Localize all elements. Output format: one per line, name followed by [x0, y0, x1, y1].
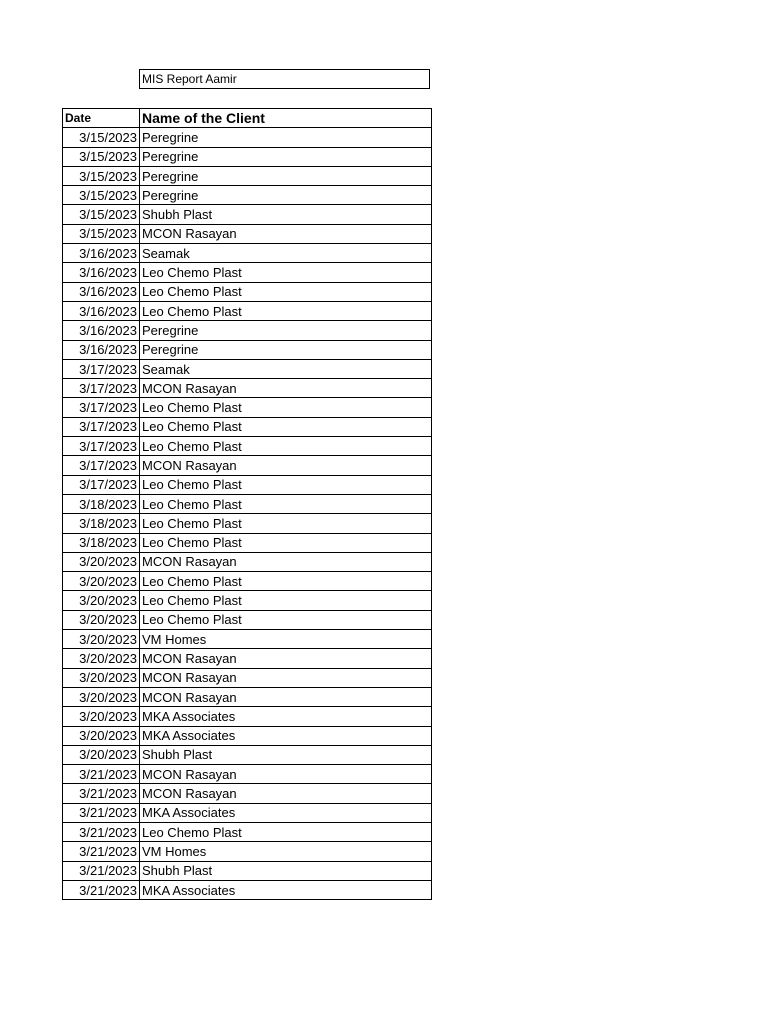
- client-name-cell[interactable]: Leo Chemo Plast: [140, 494, 432, 513]
- table-row: [63, 321, 432, 340]
- client-report-table: [62, 108, 432, 900]
- client-name-cell[interactable]: Seamak: [140, 359, 432, 378]
- table-row: [63, 572, 432, 591]
- client-name-cell[interactable]: Leo Chemo Plast: [140, 437, 432, 456]
- date-cell[interactable]: 3/15/2023: [63, 128, 140, 147]
- client-name-cell[interactable]: Seamak: [140, 244, 432, 263]
- client-name-cell[interactable]: Leo Chemo Plast: [140, 282, 432, 301]
- date-cell[interactable]: 3/20/2023: [63, 552, 140, 571]
- client-name-cell[interactable]: MKA Associates: [140, 803, 432, 822]
- table-row: [63, 359, 432, 378]
- client-name-cell[interactable]: VM Homes: [140, 630, 432, 649]
- date-cell[interactable]: 3/16/2023: [63, 301, 140, 320]
- date-cell[interactable]: 3/15/2023: [63, 224, 140, 243]
- date-cell[interactable]: 3/21/2023: [63, 784, 140, 803]
- table-row: [63, 880, 432, 899]
- table-row: [63, 244, 432, 263]
- date-cell[interactable]: 3/17/2023: [63, 437, 140, 456]
- table-row: [63, 822, 432, 841]
- client-name-cell[interactable]: Peregrine: [140, 321, 432, 340]
- table-row: [63, 282, 432, 301]
- client-name-cell[interactable]: MKA Associates: [140, 707, 432, 726]
- table-row: [63, 861, 432, 880]
- table-row: [63, 205, 432, 224]
- table-row: [63, 610, 432, 629]
- table-row: [63, 437, 432, 456]
- client-name-cell[interactable]: Leo Chemo Plast: [140, 822, 432, 841]
- date-cell[interactable]: 3/21/2023: [63, 822, 140, 841]
- client-name-cell[interactable]: Leo Chemo Plast: [140, 263, 432, 282]
- table-row: [63, 668, 432, 687]
- table-row: [63, 186, 432, 205]
- table-row: [63, 128, 432, 147]
- date-cell[interactable]: 3/17/2023: [63, 456, 140, 475]
- table-row: [63, 784, 432, 803]
- table-row: [63, 745, 432, 764]
- date-cell[interactable]: 3/16/2023: [63, 282, 140, 301]
- table-row: [63, 475, 432, 494]
- table-row: [63, 456, 432, 475]
- table-row: [63, 803, 432, 822]
- date-cell[interactable]: 3/18/2023: [63, 514, 140, 533]
- client-name-cell[interactable]: Leo Chemo Plast: [140, 475, 432, 494]
- date-cell[interactable]: 3/17/2023: [63, 359, 140, 378]
- table-row: [63, 630, 432, 649]
- table-row: [63, 417, 432, 436]
- date-cell[interactable]: 3/20/2023: [63, 649, 140, 668]
- date-cell[interactable]: 3/17/2023: [63, 475, 140, 494]
- date-cell[interactable]: 3/20/2023: [63, 630, 140, 649]
- date-cell[interactable]: 3/21/2023: [63, 880, 140, 899]
- client-name-cell[interactable]: Leo Chemo Plast: [140, 514, 432, 533]
- date-cell[interactable]: 3/17/2023: [63, 379, 140, 398]
- date-cell[interactable]: 3/21/2023: [63, 803, 140, 822]
- client-name-cell[interactable]: Peregrine: [140, 186, 432, 205]
- date-column-header: Date: [63, 109, 140, 128]
- table-row: [63, 301, 432, 320]
- client-name-cell[interactable]: MCON Rasayan: [140, 784, 432, 803]
- table-row: [63, 842, 432, 861]
- date-cell[interactable]: 3/17/2023: [63, 398, 140, 417]
- table-row: [63, 263, 432, 282]
- client-name-cell[interactable]: Leo Chemo Plast: [140, 398, 432, 417]
- client-name-cell[interactable]: Peregrine: [140, 340, 432, 359]
- client-name-cell[interactable]: MCON Rasayan: [140, 552, 432, 571]
- date-cell[interactable]: 3/16/2023: [63, 340, 140, 359]
- table-row: [63, 147, 432, 166]
- report-title: MIS Report Aamir: [139, 69, 430, 89]
- table-row: [63, 166, 432, 185]
- date-cell[interactable]: 3/20/2023: [63, 707, 140, 726]
- date-cell[interactable]: 3/15/2023: [63, 166, 140, 185]
- date-cell[interactable]: 3/15/2023: [63, 186, 140, 205]
- table-row: [63, 726, 432, 745]
- date-cell[interactable]: 3/20/2023: [63, 745, 140, 764]
- client-name-cell[interactable]: MKA Associates: [140, 726, 432, 745]
- client-name-cell[interactable]: Leo Chemo Plast: [140, 301, 432, 320]
- table-row: [63, 514, 432, 533]
- date-cell[interactable]: 3/20/2023: [63, 687, 140, 706]
- client-name-cell[interactable]: MKA Associates: [140, 880, 432, 899]
- client-name-cell[interactable]: Leo Chemo Plast: [140, 417, 432, 436]
- date-cell[interactable]: 3/21/2023: [63, 765, 140, 784]
- client-name-cell[interactable]: MCON Rasayan: [140, 668, 432, 687]
- table-row: [63, 533, 432, 552]
- client-name-cell[interactable]: MCON Rasayan: [140, 687, 432, 706]
- date-cell[interactable]: 3/15/2023: [63, 147, 140, 166]
- client-name-cell[interactable]: MCON Rasayan: [140, 649, 432, 668]
- table-row: [63, 379, 432, 398]
- table-header-row: [63, 109, 432, 128]
- client-name-cell[interactable]: Peregrine: [140, 147, 432, 166]
- table-row: [63, 224, 432, 243]
- table-row: [63, 340, 432, 359]
- client-name-cell[interactable]: Peregrine: [140, 166, 432, 185]
- table-row: [63, 687, 432, 706]
- table-row: [63, 494, 432, 513]
- client-name-cell[interactable]: Leo Chemo Plast: [140, 610, 432, 629]
- date-cell[interactable]: 3/20/2023: [63, 668, 140, 687]
- table-row: [63, 649, 432, 668]
- date-cell[interactable]: 3/16/2023: [63, 244, 140, 263]
- client-name-cell[interactable]: Leo Chemo Plast: [140, 533, 432, 552]
- date-cell[interactable]: 3/21/2023: [63, 842, 140, 861]
- table-body: [63, 128, 432, 900]
- date-cell[interactable]: 3/20/2023: [63, 572, 140, 591]
- table-row: [63, 591, 432, 610]
- client-name-cell[interactable]: MCON Rasayan: [140, 456, 432, 475]
- client-name-cell[interactable]: MCON Rasayan: [140, 379, 432, 398]
- client-name-cell[interactable]: VM Homes: [140, 842, 432, 861]
- client-name-cell[interactable]: Peregrine: [140, 128, 432, 147]
- date-cell[interactable]: 3/20/2023: [63, 726, 140, 745]
- client-name-cell[interactable]: Shubh Plast: [140, 205, 432, 224]
- date-cell[interactable]: 3/18/2023: [63, 533, 140, 552]
- table-row: [63, 398, 432, 417]
- client-name-cell[interactable]: MCON Rasayan: [140, 224, 432, 243]
- client-name-cell[interactable]: Shubh Plast: [140, 745, 432, 764]
- table-row: [63, 707, 432, 726]
- date-cell[interactable]: 3/15/2023: [63, 205, 140, 224]
- table-row: [63, 552, 432, 571]
- client-name-cell[interactable]: Shubh Plast: [140, 861, 432, 880]
- client-name-cell[interactable]: Leo Chemo Plast: [140, 591, 432, 610]
- date-cell[interactable]: 3/18/2023: [63, 494, 140, 513]
- client-name-cell[interactable]: Leo Chemo Plast: [140, 572, 432, 591]
- table-row: [63, 765, 432, 784]
- date-cell[interactable]: 3/16/2023: [63, 321, 140, 340]
- date-cell[interactable]: 3/21/2023: [63, 861, 140, 880]
- client-column-header: Name of the Client: [140, 109, 432, 128]
- client-name-cell[interactable]: MCON Rasayan: [140, 765, 432, 784]
- date-cell[interactable]: 3/20/2023: [63, 610, 140, 629]
- date-cell[interactable]: 3/20/2023: [63, 591, 140, 610]
- date-cell[interactable]: 3/16/2023: [63, 263, 140, 282]
- date-cell[interactable]: 3/17/2023: [63, 417, 140, 436]
